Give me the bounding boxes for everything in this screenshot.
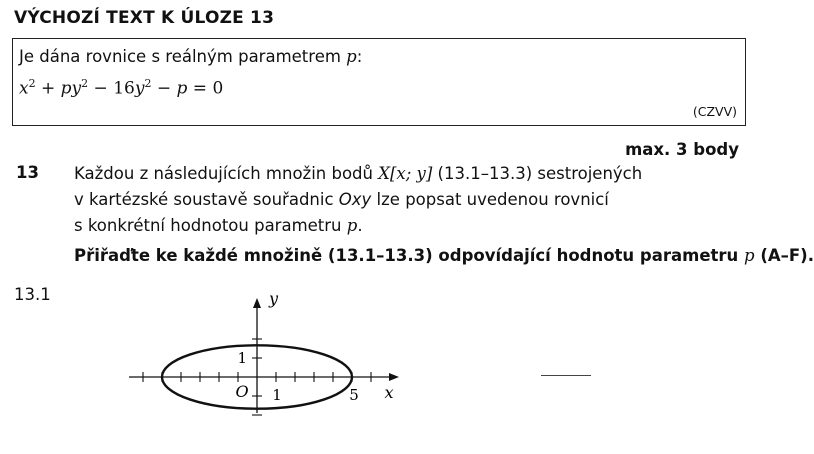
task-number: 13 xyxy=(16,163,39,182)
equation: $x^2 + py^2 - 16y^2 - p = 0$ xyxy=(19,77,224,99)
ellipse-graph xyxy=(82,282,452,447)
x-tick-label-5: 5 xyxy=(349,386,359,404)
task-text xyxy=(74,161,714,239)
x-axis-arrow xyxy=(389,373,399,381)
source-label: (CZVV) xyxy=(692,104,737,119)
max-points: max. 3 body xyxy=(625,140,739,159)
y-axis-arrow xyxy=(253,298,261,308)
x-axis-label: x xyxy=(384,383,394,402)
y-tick-label-1: 1 xyxy=(237,349,247,367)
task-instruction: Přiřaďte ke každé množině (13.1–13.3) odpovídající hodnotu parametru p (A–F). xyxy=(74,246,814,265)
answer-field[interactable] xyxy=(541,375,591,376)
task-line-2: v kartézské soustavě souřadnic Oxy lze popsat uvedenou rovnicí xyxy=(74,190,609,209)
source-text-box xyxy=(12,38,746,126)
x-tick-label-1: 1 xyxy=(272,386,282,404)
subtask-number: 13.1 xyxy=(14,285,51,304)
equation-intro: Je dána rovnice s reálným parametrem p: xyxy=(19,47,363,66)
task-line-3: s konkrétní hodnotou parametru p. xyxy=(74,216,363,235)
origin-label: O xyxy=(235,382,249,401)
parameter-symbol: p xyxy=(346,47,357,66)
task-line-1: Každou z následujících množin bodů X[x; y] (13.1–13.3) sestrojených xyxy=(74,164,643,183)
section-heading: VÝCHOZÍ TEXT K ÚLOZE 13 xyxy=(14,8,275,28)
y-axis-label: y xyxy=(269,289,279,308)
